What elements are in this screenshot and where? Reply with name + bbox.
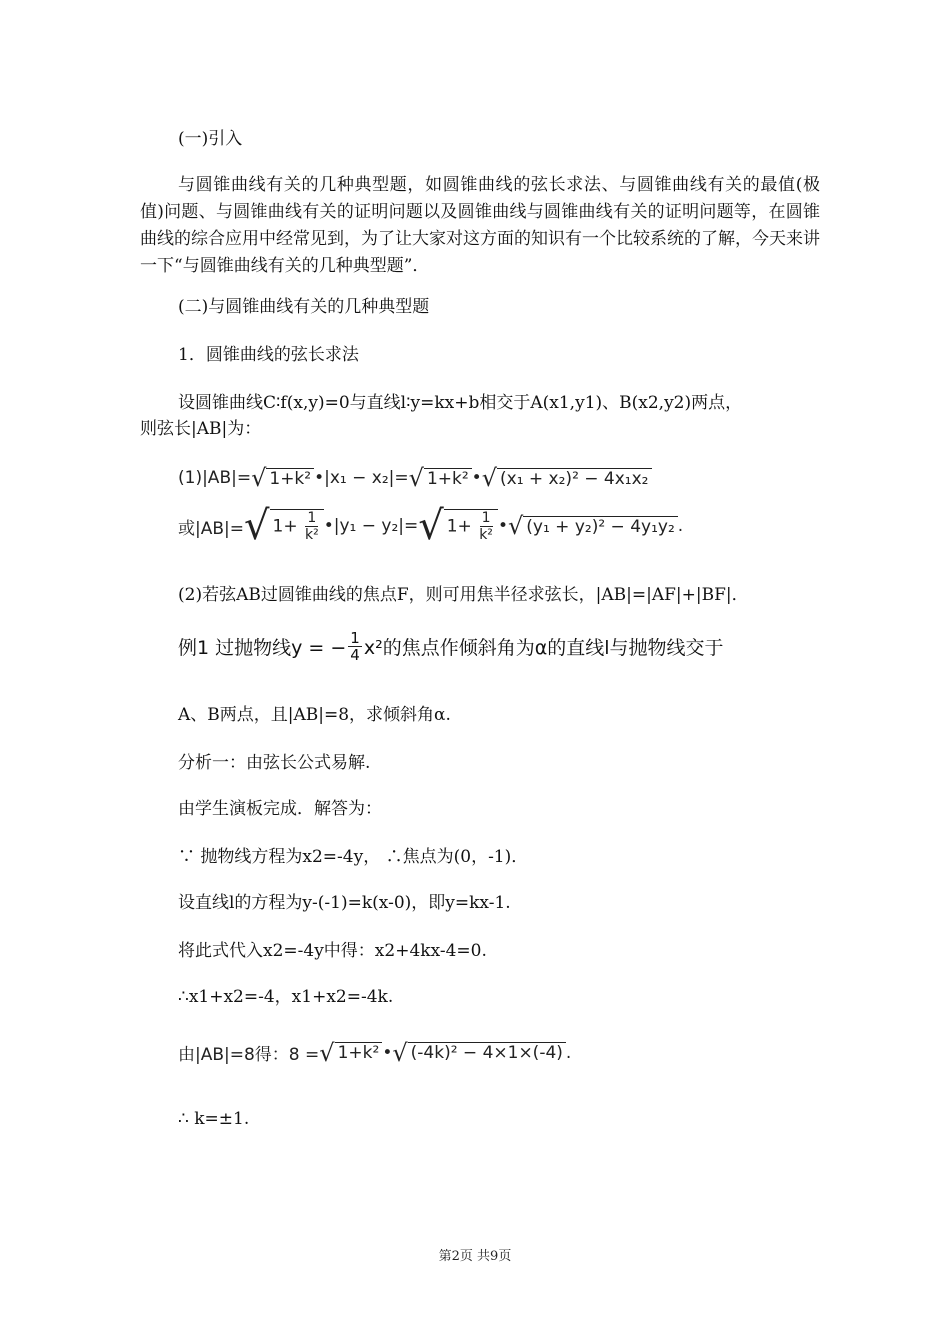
formula2-one-plus-2: 1+ [446, 516, 472, 537]
example-1-statement [178, 630, 724, 663]
final-root2: (-4k)² − 4×1×(-4) [408, 1042, 566, 1063]
example-frac-den: 4 [350, 646, 360, 664]
formula2-mid: •|y₁ − y₂|= [323, 516, 419, 536]
line-equation: 设直线l的方程为y-(-1)=k(x-0)，即y=kx-1. [178, 893, 511, 913]
intro-heading: (一)引入 [178, 129, 243, 149]
chord-formula-1: (1)|AB|= √ 1+k² •|x₁ − x₂|= √ 1+k² • √ (x₁ + x₂)² − 4x₁x₂ [178, 466, 652, 490]
formula1-root2: 1+k² [424, 468, 472, 489]
therefore-sum-line: ∴x1+x2=-4，x1+x2=-4k. [178, 987, 394, 1007]
sqrt-symbol: √ 1+ $\frac{1}{\text{k²}}$ [418, 506, 498, 546]
formula2-end: . [677, 516, 684, 536]
formula1-root3: (x₁ + x₂)² − 4x₁x₂ [497, 468, 652, 489]
page-footer: 第2页 共9页 [438, 1249, 512, 1264]
example-line-2: A、B两点，且|AB|=8，求倾斜角α. [178, 705, 451, 725]
formula2-frac-den-2: k² [479, 527, 493, 543]
formula2-one-plus: 1+ [272, 516, 298, 537]
part2-heading: (二)与圆锥曲线有关的几种典型题 [178, 297, 430, 317]
example-frac-num: 1 [350, 629, 360, 647]
final-root1: 1+k² [335, 1042, 383, 1063]
analysis-line: 分析一：由弦长公式易解. [178, 753, 371, 773]
sqrt-symbol: √ 1+k² [251, 466, 314, 490]
sqrt-symbol: √ (-4k)² − 4×1×(-4) [392, 1041, 566, 1065]
chord-formula-2: 或|AB|= √ 1+ $\frac{1}{\text{k²}}$ •|y₁ − y₂|= √ 1+ $\frac{1}{\text{k²}}$ • √ (y₁ + y₂)² − 4y₁y₂ . [178, 503, 684, 549]
intro-paragraph: 与圆锥曲线有关的几种典型题，如圆锥曲线的弦长求法、与圆锥曲线有关的最值(极值)问题、与圆锥曲线有关的证明问题以及圆锥曲线与圆锥曲线有关的证明问题等，在圆锥曲线的综合应用中经常见到，为了让大家对这方面的知识有一个比较系统的了解，今天来讲一下“与圆锥曲线有关的几种典型题”． [140, 175, 820, 276]
formula2-prefix: 或|AB|= [178, 518, 244, 539]
substitute-line: 将此式代入x2=-4y中得：x2+4kx-4=0. [178, 941, 487, 961]
final-end: . [565, 1042, 572, 1063]
example-suffix: x²的焦点作倾斜角为α的直线l与抛物线交于 [363, 637, 724, 659]
formula1-root1: 1+k² [266, 468, 314, 489]
answer-line: ∴ k=±1. [178, 1109, 250, 1129]
fraction [348, 630, 362, 663]
setup-line-2: 则弦长|AB|为： [140, 419, 262, 439]
sqrt-symbol: √ (y₁ + y₂)² − 4y₁y₂ [508, 514, 678, 538]
focal-radius-line: (2)若弦AB过圆锥曲线的焦点F，则可用焦半径求弦长，|AB|=|AF|+|BF|． [178, 585, 749, 605]
fraction [479, 510, 493, 543]
fraction [305, 510, 319, 543]
formula2-frac-num-2: 1 [481, 510, 491, 526]
formula2-root3: (y₁ + y₂)² − 4y₁y₂ [523, 516, 678, 537]
formula1-prefix: (1)|AB|= [178, 468, 252, 488]
formula2-frac-num: 1 [307, 510, 317, 526]
because-line: ∵ 抛物线方程为x2=-4y， ∴焦点为(0，-1)． [178, 847, 529, 867]
sqrt-symbol: √ 1+ $\frac{1}{\text{k²}}$ [244, 506, 324, 546]
setup-line-1: 设圆锥曲线C∶f(x,y)=0与直线l∶y=kx+b相交于A(x1,y1)、B(x2,y2)两点， [178, 393, 743, 413]
final-equation: 由|AB|=8得：8 = √ 1+k² • √ (-4k)² − 4×1×(-4) . [178, 1038, 572, 1067]
sqrt-symbol: √ (x₁ + x₂)² − 4x₁x₂ [482, 466, 652, 490]
student-line: 由学生演板完成．解答为： [178, 799, 382, 819]
final-prefix: 由|AB|=8得：8 = [178, 1045, 320, 1065]
sqrt-symbol: √ 1+k² [319, 1041, 382, 1065]
example-prefix: 例1 过抛物线y = − [178, 637, 347, 659]
formula1-mid: •|x₁ − x₂|= [314, 468, 409, 488]
subsection-heading: 1．圆锥曲线的弦长求法 [178, 345, 359, 365]
sqrt-symbol: √ 1+k² [409, 466, 472, 490]
formula2-frac-den: k² [304, 527, 319, 543]
